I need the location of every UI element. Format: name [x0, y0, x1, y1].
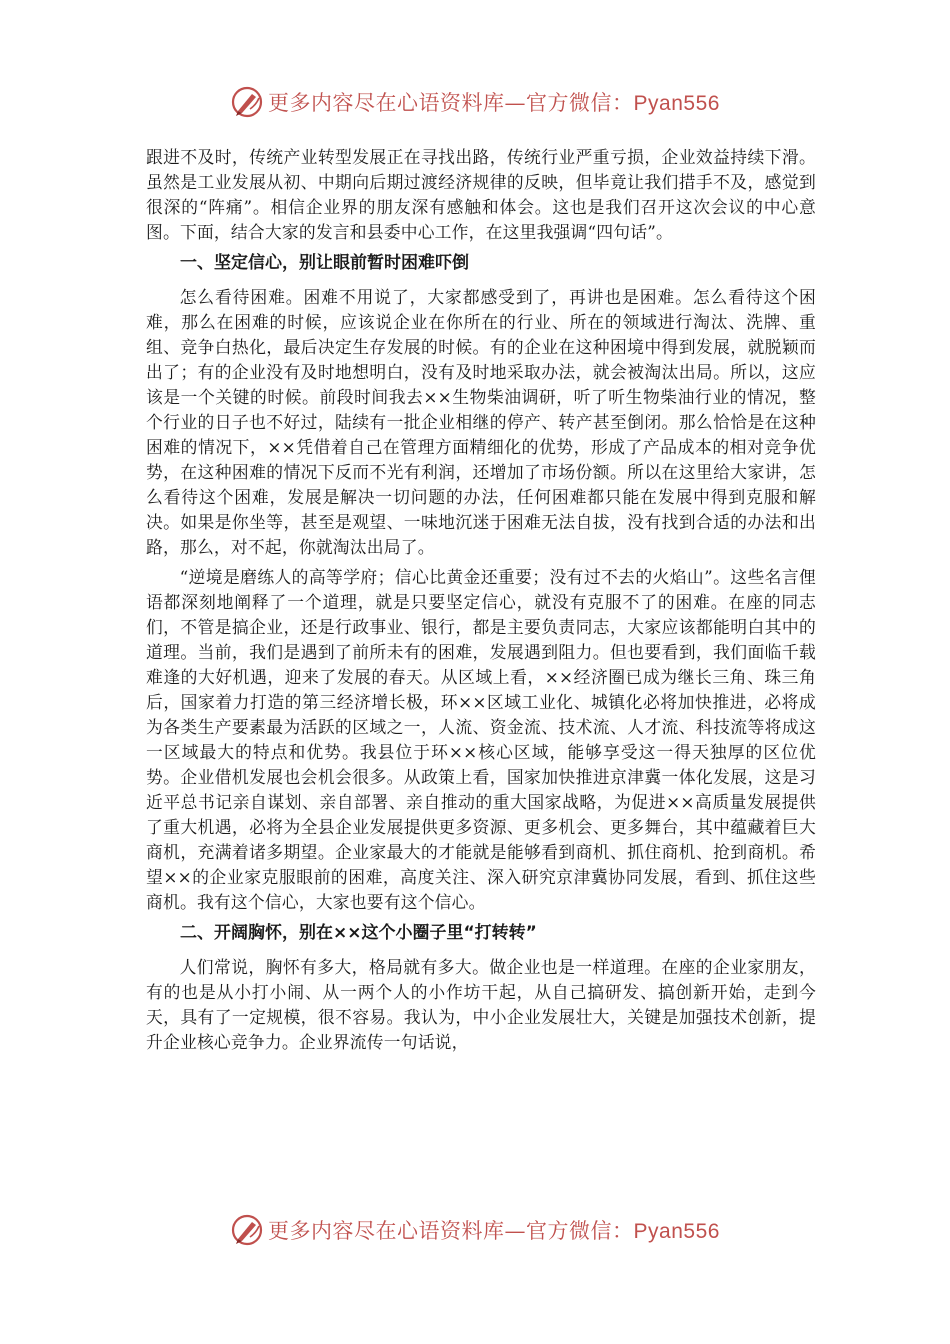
section-2-heading: 二、开阔胸怀，别在××这个小圈子里“打转转”: [180, 923, 537, 943]
pen-logo-icon: [230, 85, 264, 119]
document-body: [146, 145, 816, 1060]
footer-banner: [0, 1210, 950, 1250]
header-banner: [0, 82, 950, 122]
intro-paragraph: 跟进不及时，传统产业转型发展正在寻找出路，传统行业严重亏损，企业效益持续下滑。虽然是工业发展从初、中期向后期过渡经济规律的反映，但毕竟让我们措手不及，感觉到很深的“阵痛”。相信企业界的朋友深有感触和体会。这也是我们召开这次会议的中心意图。下面，结合大家的发言和县委中心工作，在这里我强调“四句话”。: [146, 147, 816, 242]
footer-banner-text: [268, 1215, 720, 1245]
section-1-paragraph-2: “逆境是磨练人的高等学府；信心比黄金还重要；没有过不去的火焰山”。这些名言俚语都深刻地阐释了一个道理，就是只要坚定信心，就没有克服不了的困难。在座的同志们，不管是搞企业，还是行政事业、银行，都是主要负责同志，大家应该都能明白其中的道理。当前，我们是遇到了前所未有的困难，发展遇到阻力。但也要看到，我们面临千载难逢的大好机遇，迎来了发展的春天。从区域上看，××经济圈已成为继长三角、珠三角后，国家着力打造的第三经济增长极，环××区域工业化、城镇化必将加快推进，必将成为各类生产要素最为活跃的区域之一，人流、资金流、技术流、人才流、科技流等将成这一区域最大的特点和优势。我县位于环××核心区域，能够享受这一得天独厚的区位优势。企业借机发展也会机会很多。从政策上看，国家加快推进京津冀一体化发展，这是习近平总书记亲自谋划、亲自部署、亲自推动的重大国家战略，为促进××高质量发展提供了重大机遇，必将为全县企业发展提供更多资源、更多机会、更多舞台，其中蕴藏着巨大商机，充满着诸多期望。企业家最大的才能就是能够看到商机、抓住商机、抢到商机。希望××的企业家克服眼前的困难，高度关注、深入研究京津冀协同发展，看到、抓住这些商机。我有这个信心，大家也要有这个信心。: [146, 567, 816, 912]
section-1-paragraph-1: 怎么看待困难。困难不用说了，大家都感受到了，再讲也是困难。怎么看待这个困难，那么在困难的时候，应该说企业在你所在的行业、所在的领域进行淘汰、洗牌、重组、竞争白热化，最后决定生存发展的时候。有的企业在这种困境中得到发展，就脱颖而出了；有的企业没有及时地想明白，没有及时地采取办法，就会被淘汰出局。所以，这应该是一个关键的时候。前段时间我去××生物柴油调研，听了听生物柴油行业的情况，整个行业的日子也不好过，陆续有一批企业相继的停产、转产甚至倒闭。那么恰恰是在这种困难的情况下，××凭借着自己在管理方面精细化的优势，形成了产品成本的相对竞争优势，在这种困难的情况下反而不光有利润，还增加了市场份额。所以在这里给大家讲，怎么看待这个困难，发展是解决一切问题的办法，任何困难都只能在发展中得到克服和解决。如果是你坐等，甚至是观望、一味地沉迷于困难无法自拔，没有找到合适的办法和出路，那么，对不起，你就淘汰出局了。: [146, 287, 816, 557]
pen-logo-icon: [230, 1213, 264, 1247]
section-1-heading: 一、坚定信心，别让眼前暂时困难吓倒: [180, 253, 469, 273]
footer-banner-label: 更多内容尽在心语资料库—官方微信：: [268, 1219, 634, 1243]
section-2-paragraph-1: 人们常说，胸怀有多大，格局就有多大。做企业也是一样道理。在座的企业家朋友，有的也是从小打小闹、从一两个人的小作坊干起，从自己搞研发、搞创新开始，走到今天，具有了一定规模，很不容易。我认为，中小企业发展壮大，关键是加强技术创新，提升企业核心竞争力。企业界流传一句话说，: [146, 957, 816, 1052]
header-banner-label: 更多内容尽在心语资料库—官方微信：: [268, 91, 634, 115]
header-banner-text: [268, 87, 720, 117]
footer-wechat-id: Pyan556: [633, 1220, 720, 1243]
header-wechat-id: Pyan556: [633, 92, 720, 115]
